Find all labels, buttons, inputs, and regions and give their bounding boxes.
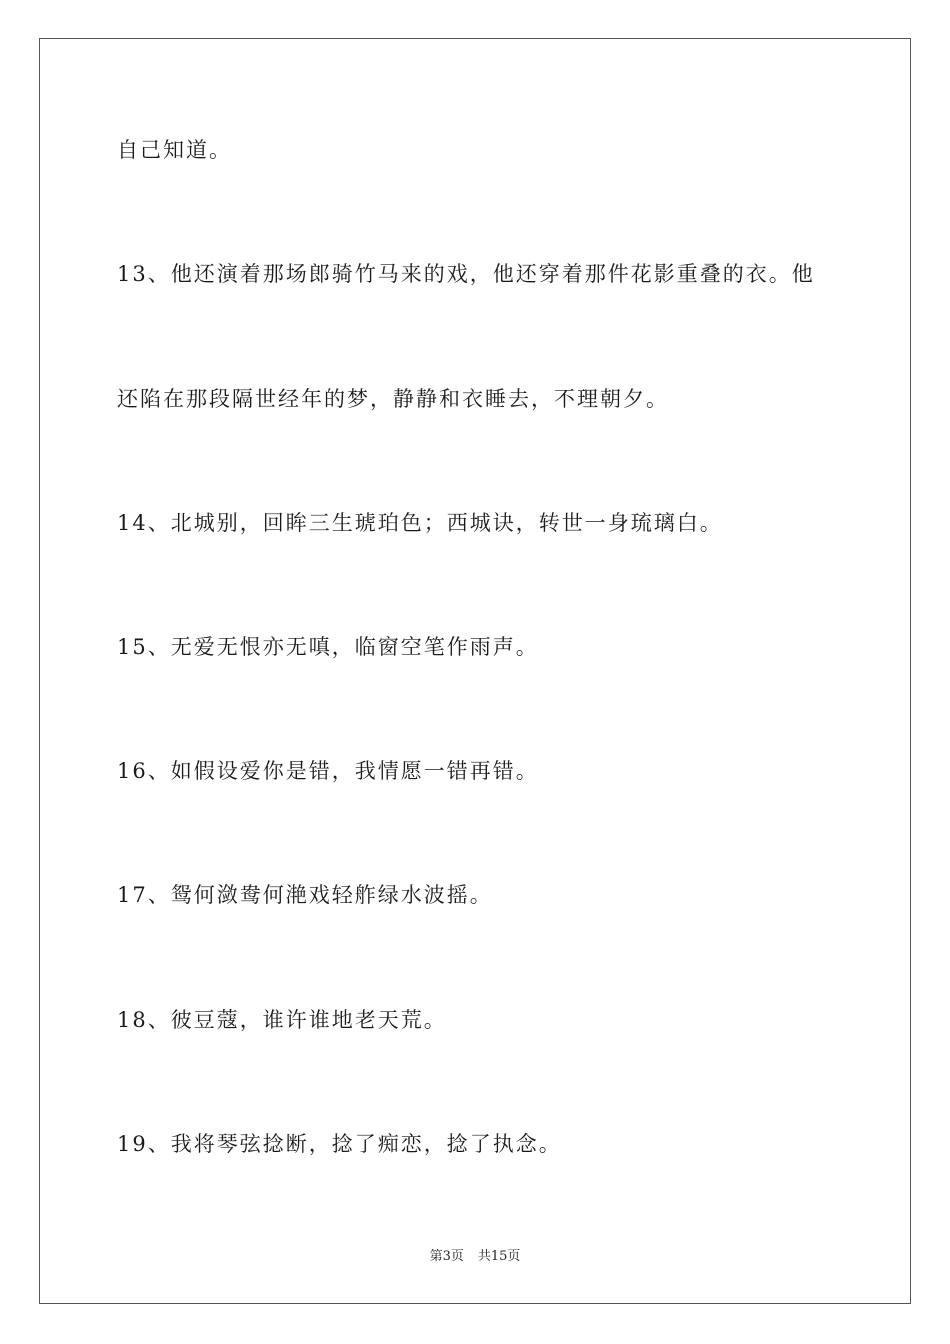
text-line: 16、如假设爱你是错，我情愿一错再错。 bbox=[117, 759, 539, 783]
text-line: 19、我将琴弦捻断，捻了痴恋，捻了执念。 bbox=[117, 1132, 562, 1156]
text-line: 13、他还演着那场郎骑竹马来的戏，他还穿着那件花影重叠的衣。他 bbox=[117, 262, 815, 286]
page-number: 第3页 bbox=[429, 1249, 464, 1264]
text-line: 15、无爱无恨亦无嗔，临窗空笔作雨声。 bbox=[117, 635, 539, 659]
page-total: 共15页 bbox=[477, 1249, 521, 1264]
text-line: 还陷在那段隔世经年的梦，静静和衣睡去，不理朝夕。 bbox=[117, 387, 669, 411]
text-line: 17、鸳何潋鸯何滟戏轻舴绿水波摇。 bbox=[117, 883, 493, 907]
text-line: 18、彼豆蔻，谁许谁地老天荒。 bbox=[117, 1008, 447, 1032]
page-border bbox=[39, 38, 911, 1304]
text-line: 自己知道。 bbox=[117, 138, 232, 162]
page-footer bbox=[0, 1248, 950, 1266]
text-line: 14、北城别，回眸三生琥珀色；西城诀，转世一身琉璃白。 bbox=[117, 511, 723, 535]
